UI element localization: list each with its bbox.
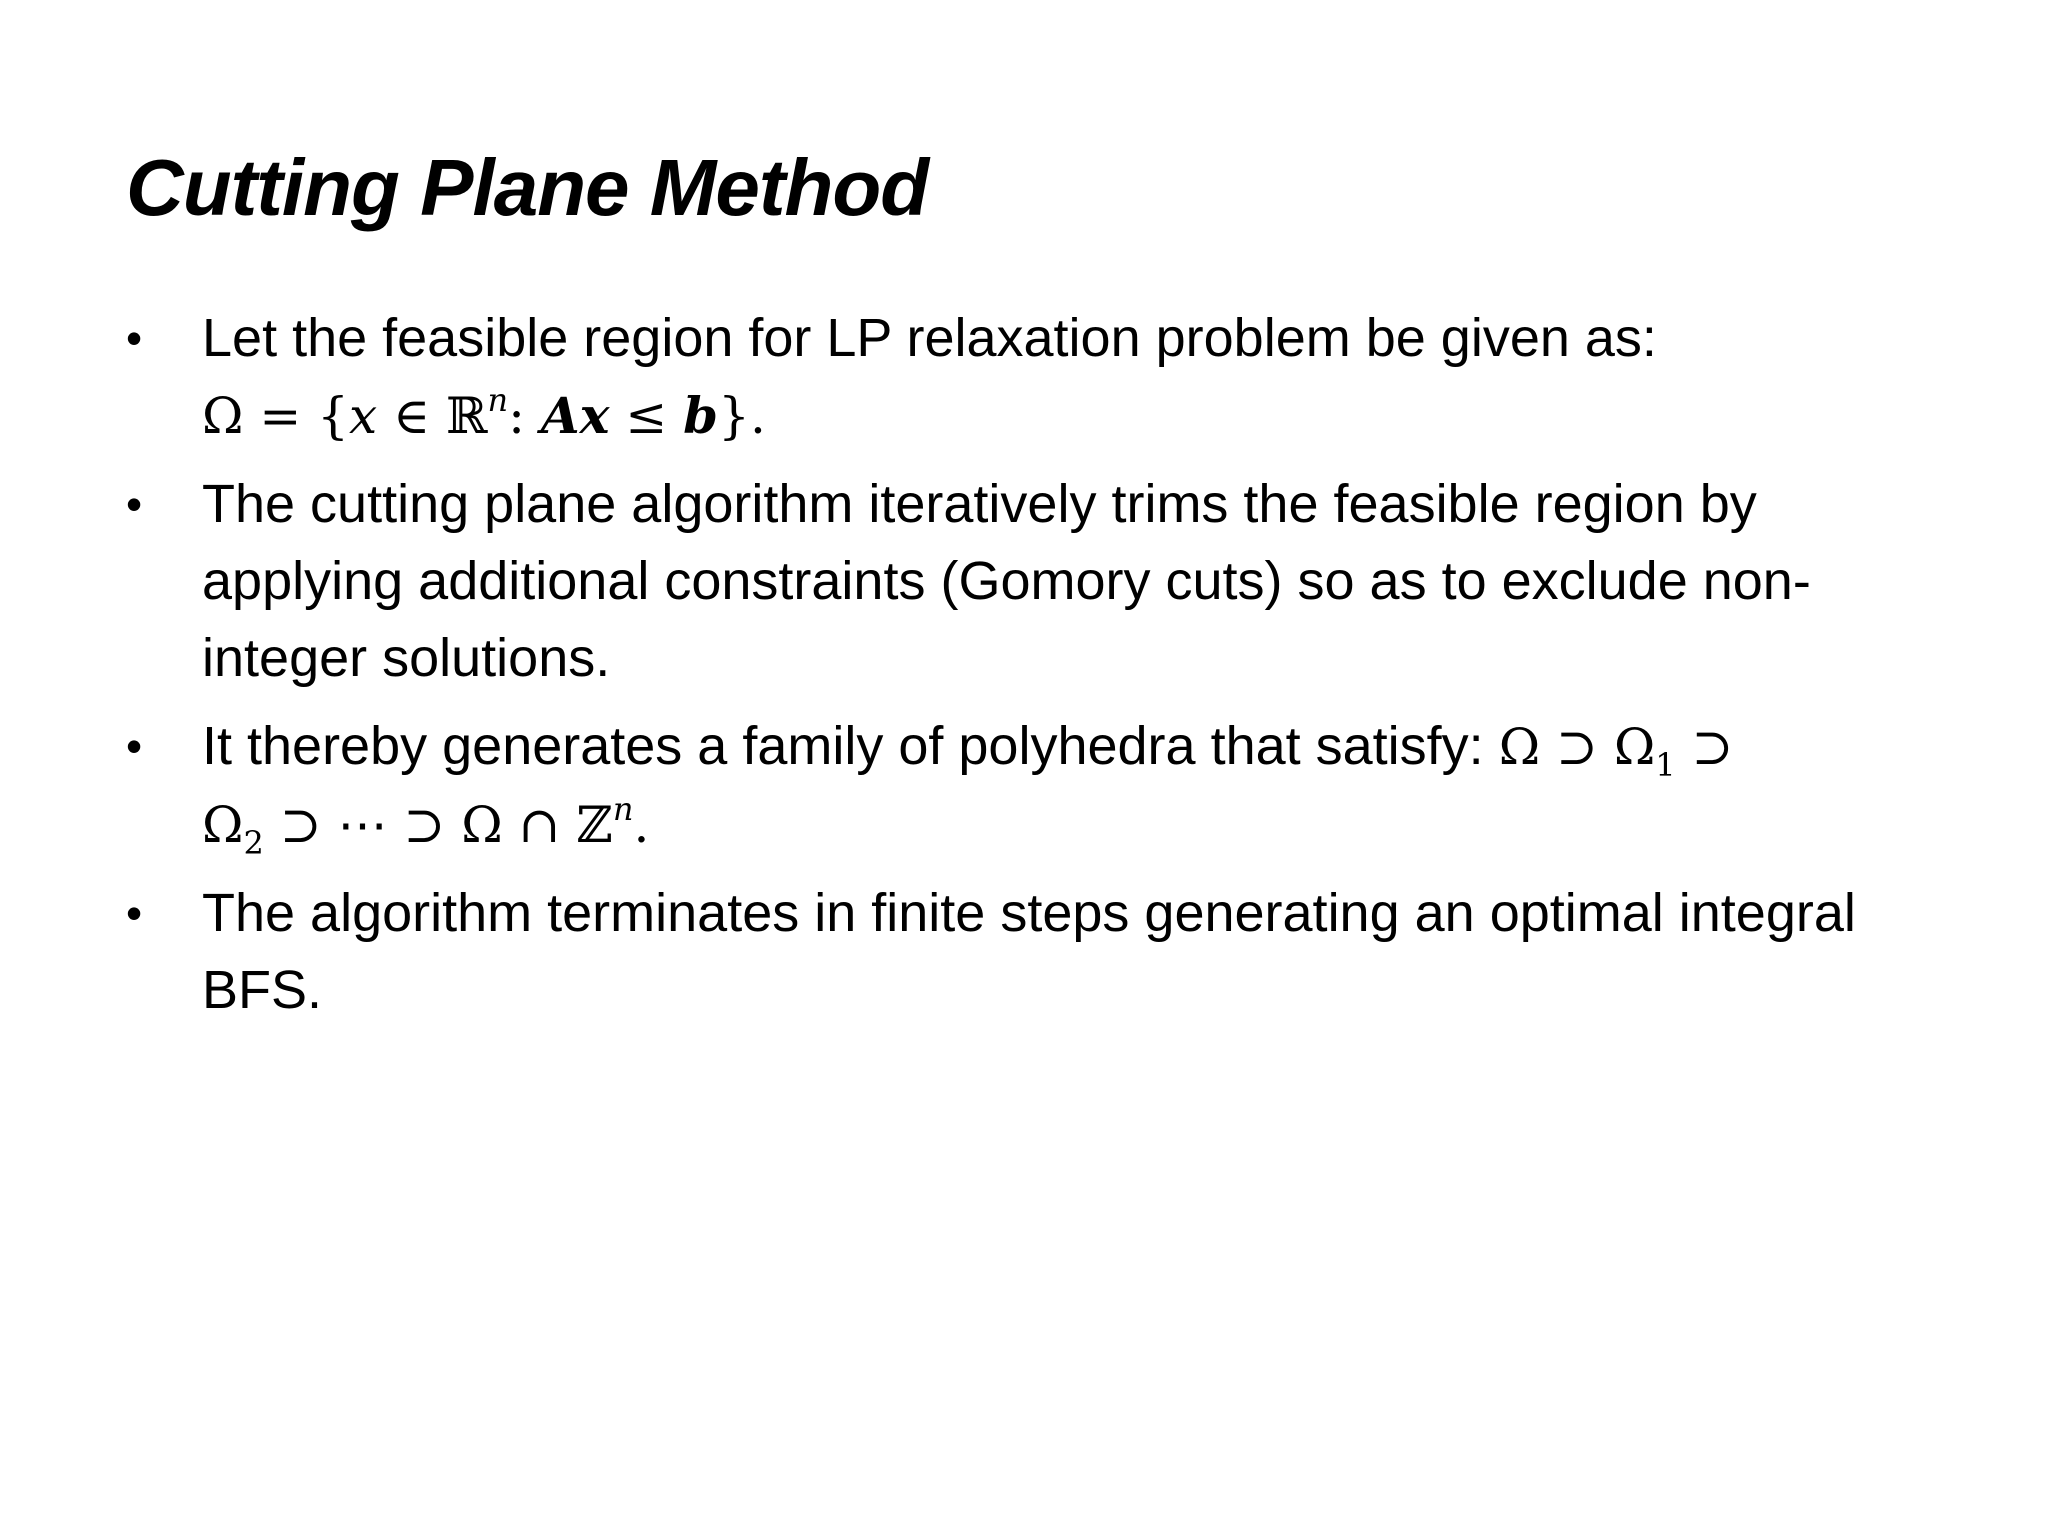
bullet-text: The algorithm terminates in finite steps generating an optimal integral BFS. bbox=[202, 883, 1856, 1020]
bullet-icon: • bbox=[126, 478, 143, 530]
bullet-item-cutting-plane bbox=[126, 466, 1956, 697]
bullet-icon: • bbox=[126, 720, 143, 772]
polyhedra-chain-formula: Ω ⊃ $\Omega_1$ ⊃ bbox=[1498, 718, 1734, 784]
bullet-icon: • bbox=[126, 312, 143, 364]
bullet-icon: • bbox=[126, 887, 143, 939]
polyhedra-chain-formula-cont: $\Omega_2$ ⊃ ⋯ ⊃ Ω ∩ ℤ$^n$. bbox=[202, 790, 650, 862]
slide-title: Cutting Plane Method bbox=[126, 143, 929, 232]
feasible-region-formula: Ω = {x ∈ ℝ$^n$: Ax ≤ b}. bbox=[202, 381, 766, 445]
bullet-item-polyhedra bbox=[126, 708, 1956, 864]
bullet-list bbox=[126, 300, 1956, 1040]
bullet-item-feasible-region bbox=[126, 300, 1956, 455]
bullet-text: Let the feasible region for LP relaxation problem be given as: bbox=[202, 308, 1657, 368]
bullet-item-termination bbox=[126, 875, 1956, 1029]
bullet-text: The cutting plane algorithm iteratively trims the feasible region by applying additional constraints (Gomory cuts) so as to exclude non-integer solutions. bbox=[202, 474, 1811, 688]
bullet-text: It thereby generates a family of polyhedra that satisfy: bbox=[202, 716, 1484, 776]
